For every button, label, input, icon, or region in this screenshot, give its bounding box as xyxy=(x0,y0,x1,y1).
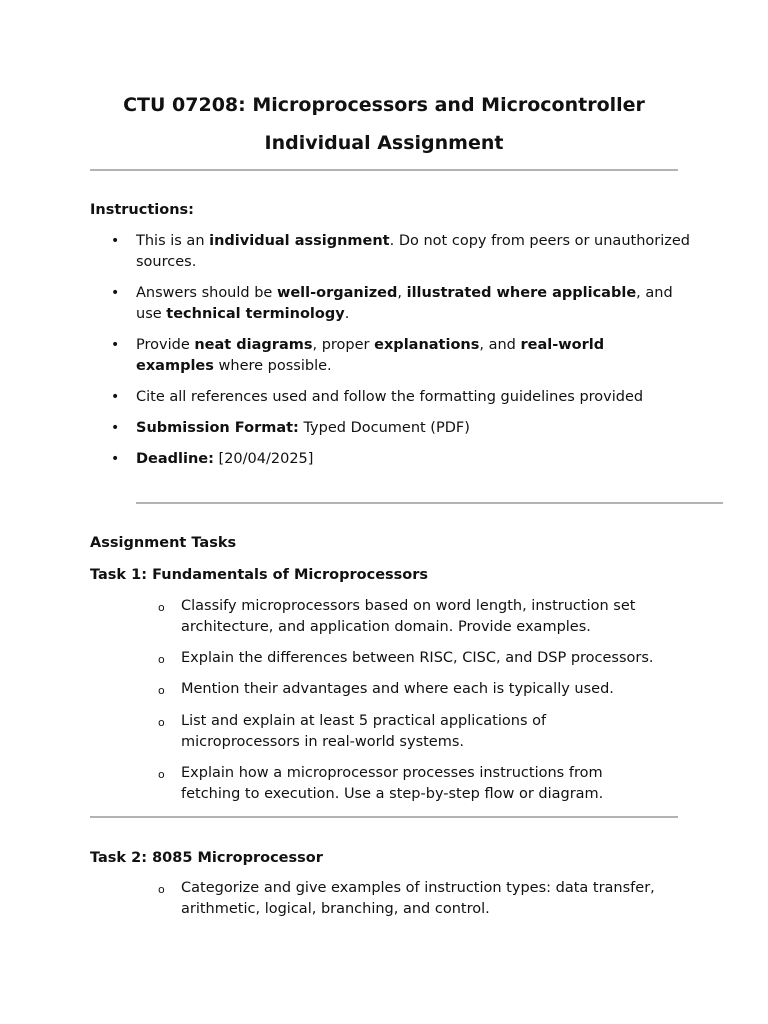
task-2-heading: Task 2: 8085 Microprocessor xyxy=(90,850,323,866)
task-1-divider xyxy=(90,816,678,818)
title-line-2: Individual Assignment xyxy=(264,132,504,154)
bullet-icon: • xyxy=(111,337,120,353)
sub-bullet-icon: o xyxy=(158,601,165,614)
task-1-heading: Task 1: Fundamentals of Microprocessors xyxy=(90,567,429,583)
title-divider xyxy=(90,169,678,171)
sub-bullet-icon: o xyxy=(158,768,165,781)
bullet-icon: • xyxy=(111,420,120,436)
document-title xyxy=(90,86,678,162)
instructions-divider xyxy=(136,502,723,504)
bullet-icon: • xyxy=(111,233,120,249)
sub-bullet-icon: o xyxy=(158,883,165,896)
bullet-icon: • xyxy=(111,389,120,405)
instruction-item-2: • Answers should be well-organized, illustrated where applicable, and use technical terminology. xyxy=(111,285,673,322)
sub-bullet-icon: o xyxy=(158,684,165,697)
instruction-item-1: • This is an individual assignment. Do not copy from peers or unauthorized sources. xyxy=(111,233,690,270)
assignment-tasks-heading: Assignment Tasks xyxy=(90,535,237,551)
bullet-icon: • xyxy=(111,285,120,301)
task-1-item: o List and explain at least 5 practical applications of microprocessors in real-world systems. xyxy=(158,713,547,750)
instruction-item-5: • Submission Format: Typed Document (PDF) xyxy=(136,418,696,439)
title-line-1: CTU 07208: Microprocessors and Microcontroller xyxy=(123,94,645,116)
task-2-item: o Categorize and give examples of instruction types: data transfer, arithmetic, logical, branching, and control. xyxy=(158,880,655,917)
instruction-item-3: • Provide neat diagrams, proper explanations, and real-world examples where possible. xyxy=(111,337,605,374)
sub-bullet-icon: o xyxy=(158,716,165,729)
sub-bullet-icon: o xyxy=(158,653,165,666)
task-1-item: o Mention their advantages and where each is typically used. xyxy=(181,679,711,700)
instruction-item-6: • Deadline: [20/04/2025] xyxy=(136,449,696,470)
instructions-heading: Instructions: xyxy=(90,202,194,218)
task-1-item: o Explain the differences between RISC, CISC, and DSP processors. xyxy=(181,648,711,669)
bullet-icon: • xyxy=(111,451,120,467)
task-1-item: o Classify microprocessors based on word length, instruction set architecture, and application domain. Provide examples. xyxy=(158,598,636,635)
instruction-item-4: • Cite all references used and follow the formatting guidelines provided xyxy=(136,387,696,408)
task-1-item: o Explain how a microprocessor processes instructions from fetching to execution. Use a step-by-step flow or diagram. xyxy=(158,765,604,802)
